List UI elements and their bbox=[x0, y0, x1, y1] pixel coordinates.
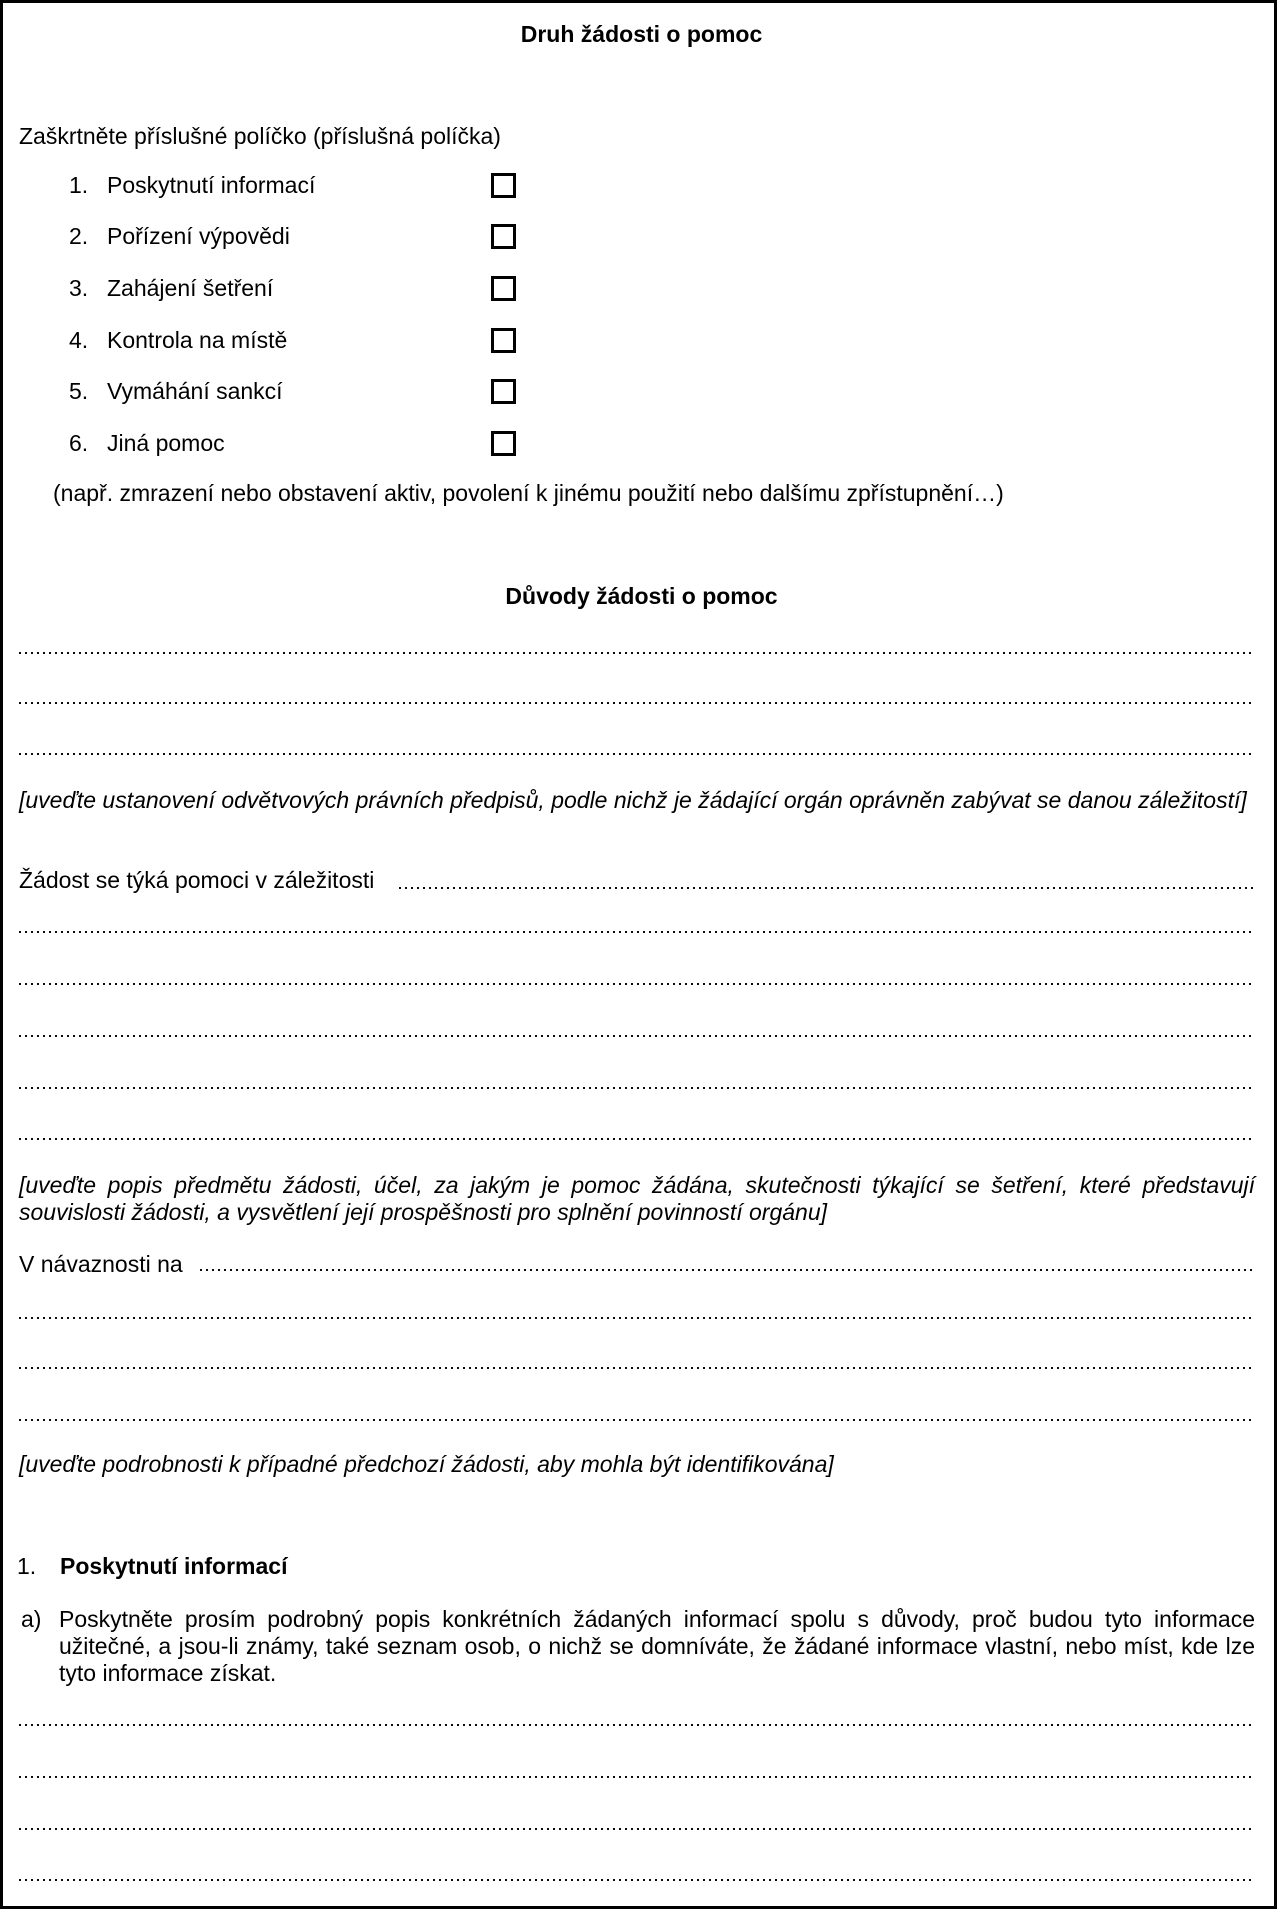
item-number: 3. bbox=[69, 275, 89, 301]
answer-line[interactable] bbox=[19, 752, 1255, 755]
answer-line[interactable] bbox=[19, 1316, 1255, 1319]
item-label-enforcement-of-sanctions: Vymáhání sankcí bbox=[107, 378, 283, 404]
reasons-heading: Důvody žádosti o pomoc bbox=[505, 583, 778, 609]
checkbox-enforcement-of-sanctions[interactable] bbox=[491, 379, 516, 404]
item-label-other-assistance: Jiná pomoc bbox=[107, 430, 225, 456]
item-label-taking-statement: Pořízení výpovědi bbox=[107, 223, 290, 249]
item-a-marker: a) bbox=[21, 1606, 42, 1632]
checkbox-row bbox=[3, 377, 1277, 405]
checkbox-row bbox=[3, 222, 1277, 250]
checkbox-row bbox=[3, 429, 1277, 457]
checkbox-row bbox=[3, 171, 1277, 199]
answer-line[interactable] bbox=[19, 1827, 1255, 1830]
item-label-opening-investigation: Zahájení šetření bbox=[107, 275, 274, 301]
answer-line[interactable] bbox=[19, 701, 1255, 704]
answer-line[interactable] bbox=[19, 982, 1255, 985]
item-a-text: Poskytněte prosím podrobný popis konkrétních žádaných informací spolu s důvody, proč budou tyto informace užitečné, a jsou-li známy, také seznam osob, o nichž se domníváte, že žádané informace vlastní, nebo míst, kde lze tyto informace získat. bbox=[59, 1606, 1255, 1686]
followup-label: V návaznosti na bbox=[19, 1251, 183, 1277]
answer-line[interactable] bbox=[19, 651, 1255, 654]
answer-line[interactable] bbox=[19, 1034, 1255, 1037]
answer-line[interactable] bbox=[19, 1723, 1255, 1726]
item-label-on-site-check: Kontrola na místě bbox=[107, 327, 288, 353]
answer-line[interactable] bbox=[19, 1086, 1255, 1089]
item-number: 1. bbox=[69, 172, 89, 198]
checkbox-instruction: Zaškrtněte příslušné políčko (příslušná políčka) bbox=[19, 123, 501, 149]
answer-line[interactable] bbox=[19, 1775, 1255, 1778]
item-label-provision-of-information: Poskytnutí informací bbox=[107, 172, 316, 198]
hint-legal-basis: [uveďte ustanovení odvětvových právních předpisů, podle nichž je žádající orgán oprávněn zabývat se danou záležitostí] bbox=[19, 787, 1247, 813]
checkbox-row bbox=[3, 326, 1277, 354]
item-number: 5. bbox=[69, 378, 89, 404]
form-title: Druh žádosti o pomoc bbox=[520, 21, 763, 47]
answer-line[interactable] bbox=[19, 1137, 1255, 1140]
hint-previous-request: [uveďte podrobnosti k případné předchozí žádosti, aby mohla být identifikována] bbox=[19, 1451, 834, 1477]
item-number: 4. bbox=[69, 327, 89, 353]
hint-request-subject: [uveďte popis předmětu žádosti, účel, za jakým je pomoc žádána, skutečnosti týkající se šetření, které představují souvislosti žádosti, a vysvětlení její prospěšnosti pro splnění povinností orgánu] bbox=[19, 1172, 1255, 1225]
section-1-title: Poskytnutí informací bbox=[60, 1553, 288, 1579]
section-1-heading bbox=[3, 1552, 1277, 1580]
item-number: 6. bbox=[69, 430, 89, 456]
checkbox-row bbox=[3, 274, 1277, 302]
answer-line[interactable] bbox=[19, 930, 1255, 933]
checkbox-other-assistance[interactable] bbox=[491, 431, 516, 456]
request-concerns-fill[interactable] bbox=[399, 886, 1255, 889]
followup-fill[interactable] bbox=[200, 1268, 1255, 1271]
checkbox-taking-statement[interactable] bbox=[491, 224, 516, 249]
checkbox-opening-investigation[interactable] bbox=[491, 276, 516, 301]
checkbox-on-site-check[interactable] bbox=[491, 328, 516, 353]
answer-line[interactable] bbox=[19, 1418, 1255, 1421]
request-concerns-label: Žádost se týká pomoci v záležitosti bbox=[19, 867, 375, 893]
answer-line[interactable] bbox=[19, 1366, 1255, 1369]
answer-line[interactable] bbox=[19, 1878, 1255, 1881]
section-1-number: 1. bbox=[17, 1553, 37, 1579]
item-number: 2. bbox=[69, 223, 89, 249]
checkbox-provision-of-information[interactable] bbox=[491, 173, 516, 198]
other-assistance-note: (např. zmrazení nebo obstavení aktiv, povolení k jinému použití nebo dalšímu zpřístupnění…) bbox=[53, 480, 1004, 506]
